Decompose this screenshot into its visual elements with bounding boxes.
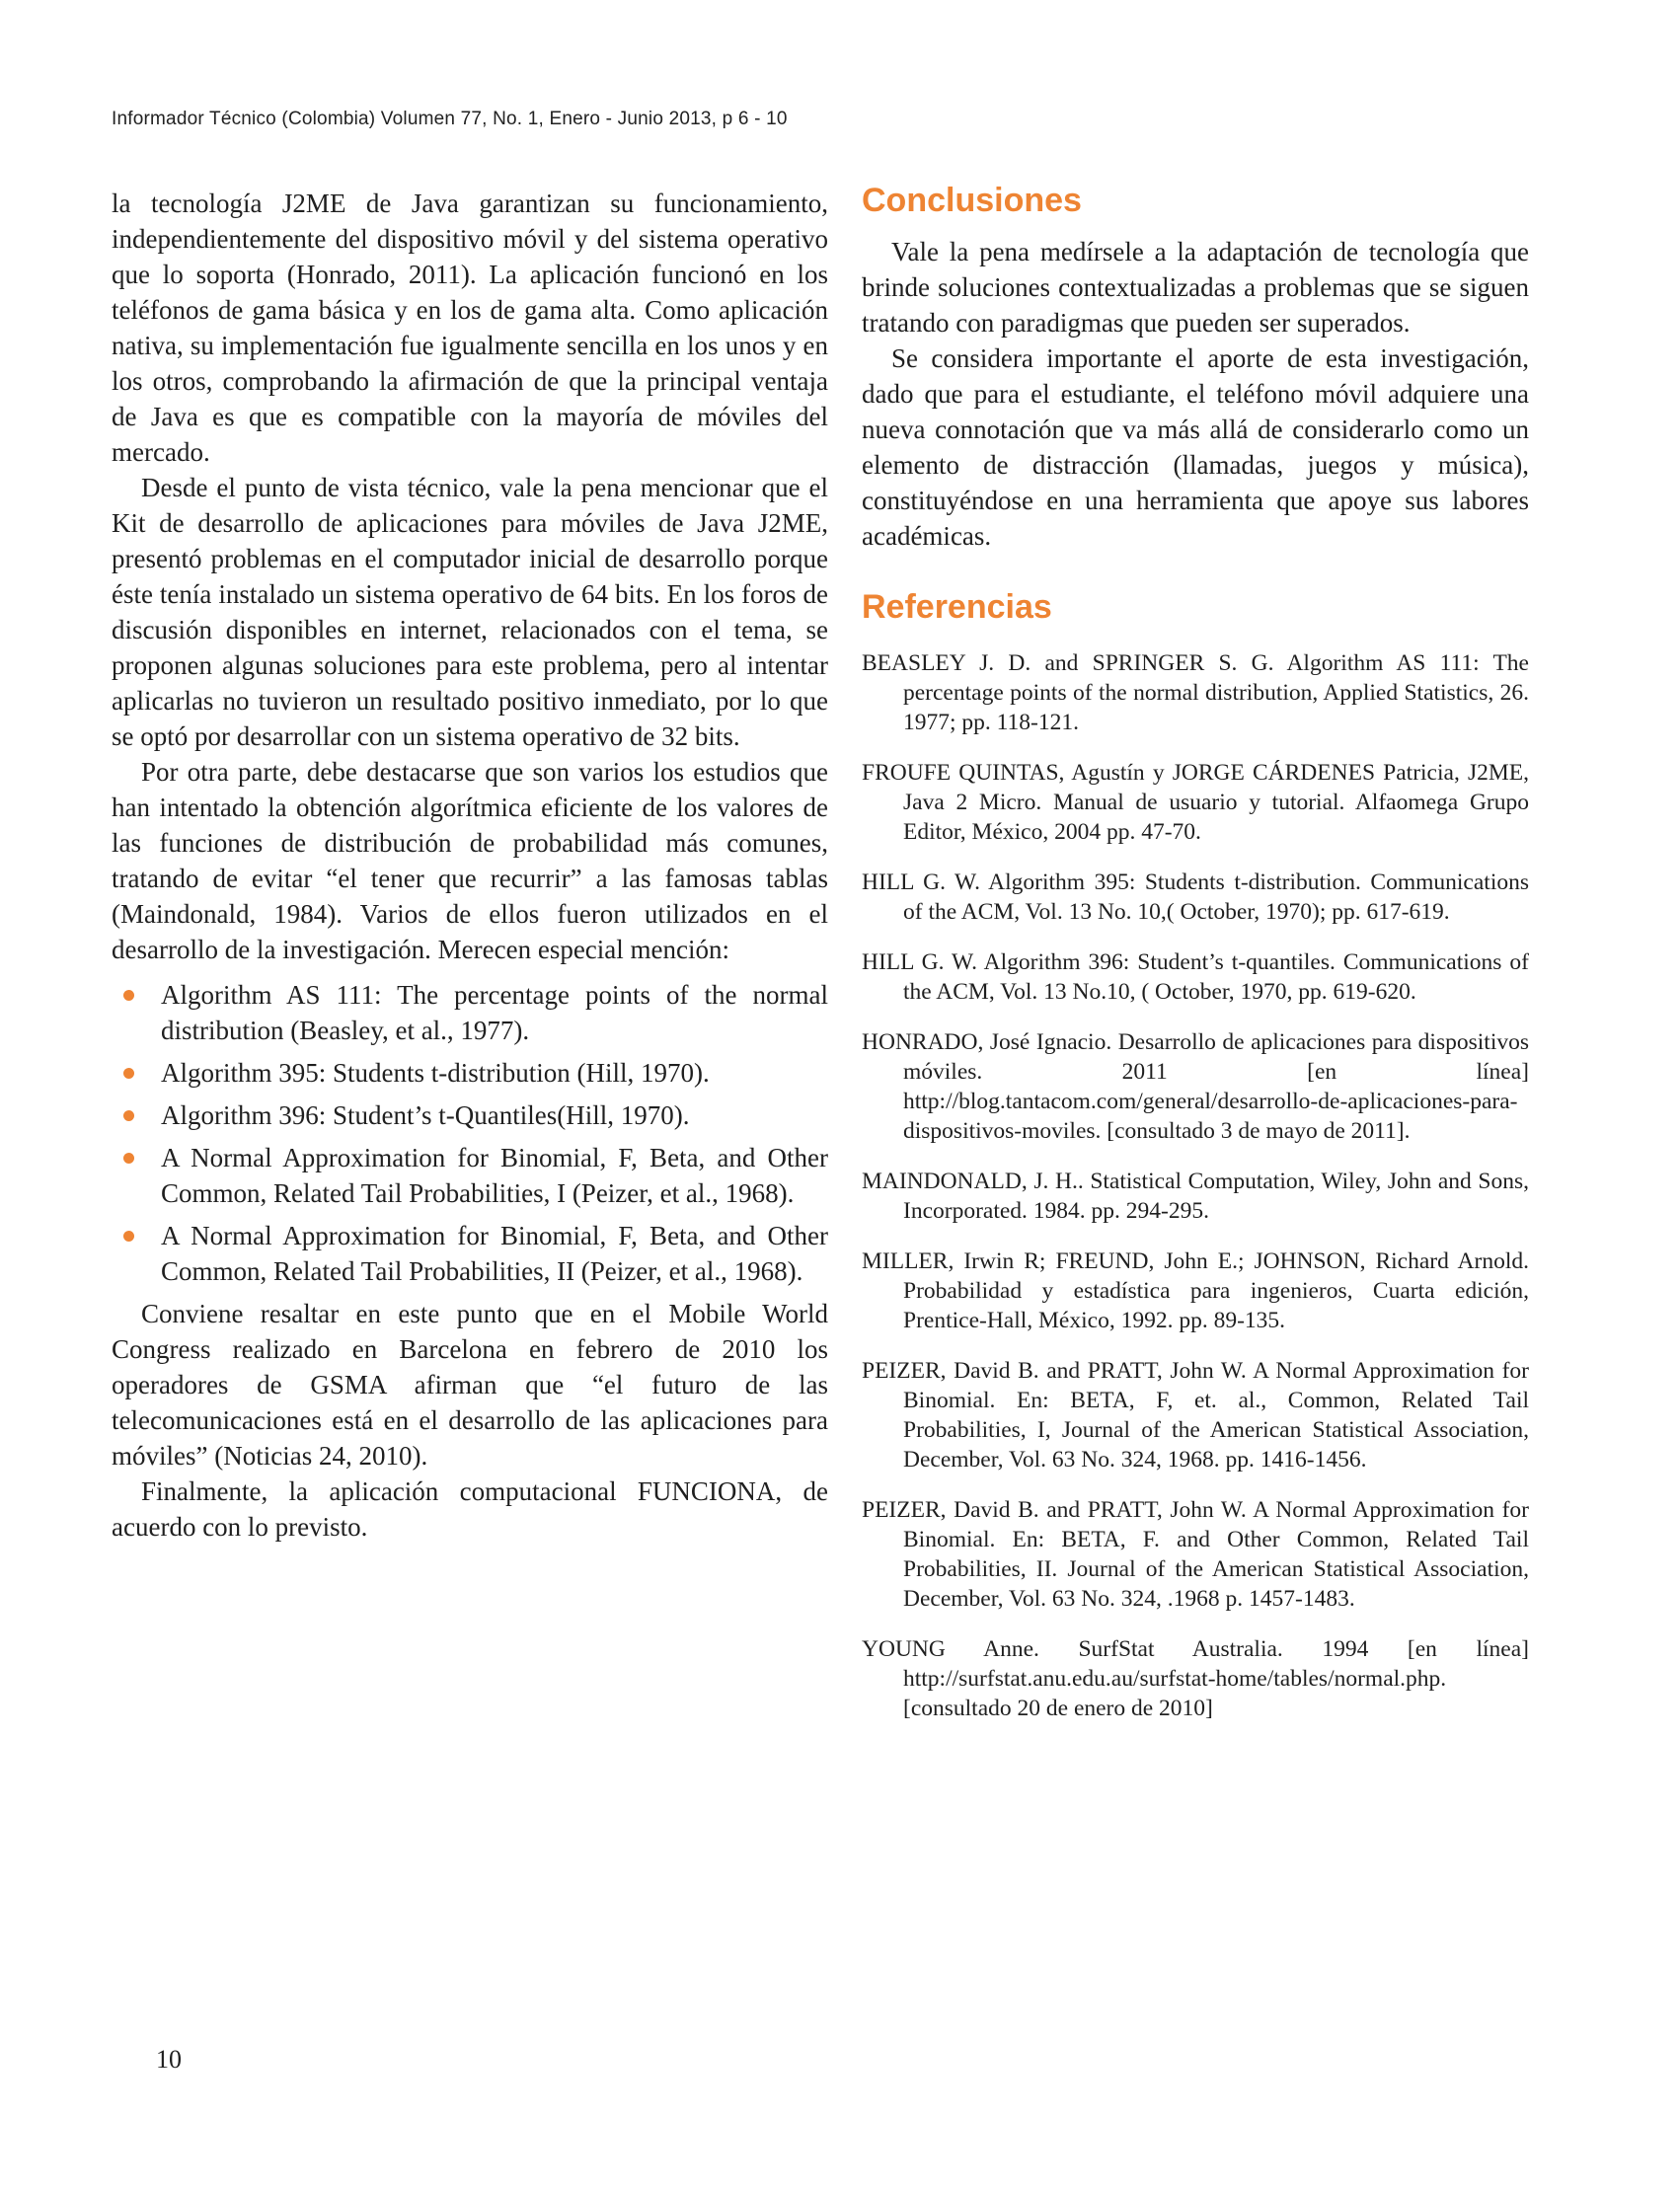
- reference-entry: PEIZER, David B. and PRATT, John W. A Normal Approximation for Binomial. En: BETA, F. and Other Common, Related Tail Probabilities, II. Journal of the American Statistical Association, December, Vol. 63 No. 324, .1968 p. 1457-1483.: [862, 1497, 1529, 1612]
- paragraph: Finalmente, la aplicación computacional FUNCIONA, de acuerdo con lo previsto.: [112, 1476, 828, 1542]
- reference-entry: HONRADO, José Ignacio. Desarrollo de aplicaciones para dispositivos móviles. 2011 [en línea] http://blog.tantacom.com/general/desarrollo-de-aplicaciones-para-dispositivos-moviles. [consultado 3 de mayo de 2011].: [862, 1029, 1529, 1144]
- journal-header: Informador Técnico (Colombia) Volumen 77, No. 1, Enero - Junio 2013, p 6 - 10: [112, 109, 788, 129]
- list-item-text: A Normal Approximation for Binomial, F, Beta, and Other Common, Related Tail Probabilities, II (Peizer, et al., 1968).: [161, 1221, 828, 1286]
- bullet-icon: [123, 1110, 134, 1121]
- bullet-icon: [123, 1153, 134, 1164]
- reference-entry: HILL G. W. Algorithm 396: Student’s t-quantiles. Communications of the ACM, Vol. 13 No.10, ( October, 1970, pp. 619-620.: [862, 949, 1529, 1005]
- list-item-text: Algorithm AS 111: The percentage points of the normal distribution (Beasley, et al., 1977).: [161, 980, 828, 1045]
- conclusions-heading: Conclusiones: [862, 182, 1082, 219]
- reference-entry: MILLER, Irwin R; FREUND, John E.; JOHNSON, Richard Arnold. Probabilidad y estadística para ingenieros, Cuarta edición, Prentice-Hall, México, 1992. pp. 89-135.: [862, 1248, 1529, 1333]
- list-item: [112, 977, 828, 1048]
- algorithm-list: [112, 977, 828, 1289]
- page-number: 10: [156, 2045, 182, 2074]
- right-column: [862, 181, 1529, 1744]
- paragraph: Conviene resaltar en este punto que en el Mobile World Congress realizado en Barcelona en febrero de 2010 los operadores de GSMA afirman que “el futuro de las telecomunicaciones está en el desarrollo de las aplicaciones para móviles” (Noticias 24, 2010).: [112, 1299, 828, 1471]
- bullet-icon: [123, 990, 134, 1001]
- paragraph: Vale la pena medírsele a la adaptación de tecnología que brinde soluciones contextualizadas a problemas que se siguen tratando con paradigmas que pueden ser superados.: [862, 237, 1529, 338]
- list-item-text: A Normal Approximation for Binomial, F, Beta, and Other Common, Related Tail Probabilities, I (Peizer, et al., 1968).: [161, 1143, 828, 1208]
- bullet-icon: [123, 1231, 134, 1242]
- reference-entry: PEIZER, David B. and PRATT, John W. A Normal Approximation for Binomial. En: BETA, F, et. al., Common, Related Tail Probabilities, I, Journal of the American Statistical Association, December, Vol. 63 No. 324, 1968. pp. 1416-1456.: [862, 1358, 1529, 1473]
- list-item: [112, 1055, 828, 1091]
- paragraph: Por otra parte, debe destacarse que son varios los estudios que han intentado la obtención algorítmica eficiente de los valores de las funciones de distribución de probabilidad más comunes, tratando de evitar “el tener que recurrir” a las famosas tablas (Maindonald, 1984). Varios de ellos fueron utilizados en el desarrollo de la investigación. Merecen especial mención:: [112, 757, 828, 964]
- reference-entry: YOUNG Anne. SurfStat Australia. 1994 [en línea] http://surfstat.anu.edu.au/surfstat-home/tables/normal.php. [consultado 20 de enero de 2010]: [862, 1636, 1529, 1721]
- references-list: [862, 648, 1529, 1723]
- paragraph: la tecnología J2ME de Java garantizan su funcionamiento, independientemente del dispositivo móvil y del sistema operativo que lo soporta (Honrado, 2011). La aplicación funcionó en los teléfonos de gama básica y en los de gama alta. Como aplicación nativa, su implementación fue igualmente sencilla en los unos y en los otros, comprobando la afirmación de que la principal ventaja de Java es que es compatible con la mayoría de móviles del mercado.: [112, 189, 828, 467]
- paragraph: Se considera importante el aporte de esta investigación, dado que para el estudiante, el teléfono móvil adquiere una nueva connotación que va más allá de considerarlo como un elemento de distracción (llamadas, juegos y música), constituyéndose en una herramienta que apoye sus labores académicas.: [862, 343, 1529, 551]
- list-item-text: Algorithm 396: Student’s t-Quantiles(Hill, 1970).: [161, 1100, 690, 1130]
- left-column: [112, 186, 828, 1545]
- list-item: [112, 1140, 828, 1211]
- reference-entry: BEASLEY J. D. and SPRINGER S. G. Algorithm AS 111: The percentage points of the normal distribution, Applied Statistics, 26. 1977; pp. 118-121.: [862, 650, 1529, 735]
- reference-entry: HILL G. W. Algorithm 395: Students t-distribution. Communications of the ACM, Vol. 13 No. 10,( October, 1970); pp. 617-619.: [862, 869, 1529, 925]
- list-item-text: Algorithm 395: Students t-distribution (Hill, 1970).: [161, 1058, 710, 1088]
- list-item: [112, 1218, 828, 1289]
- references-heading: Referencias: [862, 588, 1052, 626]
- paragraph: Desde el punto de vista técnico, vale la pena mencionar que el Kit de desarrollo de aplicaciones para móviles de Java J2ME, presentó problemas en el computador inicial de desarrollo porque éste tenía instalado un sistema operativo de 64 bits. En los foros de discusión disponibles en internet, relacionados con el tema, se proponen algunas soluciones para este problema, pero al intentar aplicarlas no tuvieron un resultado positivo inmediato, por lo que se optó por desarrollar con un sistema operativo de 32 bits.: [112, 473, 828, 751]
- reference-entry: FROUFE QUINTAS, Agustín y JORGE CÁRDENES Patricia, J2ME, Java 2 Micro. Manual de usuario y tutorial. Alfaomega Grupo Editor, México, 2004 pp. 47-70.: [862, 760, 1529, 845]
- bullet-icon: [123, 1068, 134, 1079]
- reference-entry: MAINDONALD, J. H.. Statistical Computation, Wiley, John and Sons, Incorporated. 1984. pp. 294-295.: [862, 1169, 1529, 1224]
- list-item: [112, 1097, 828, 1133]
